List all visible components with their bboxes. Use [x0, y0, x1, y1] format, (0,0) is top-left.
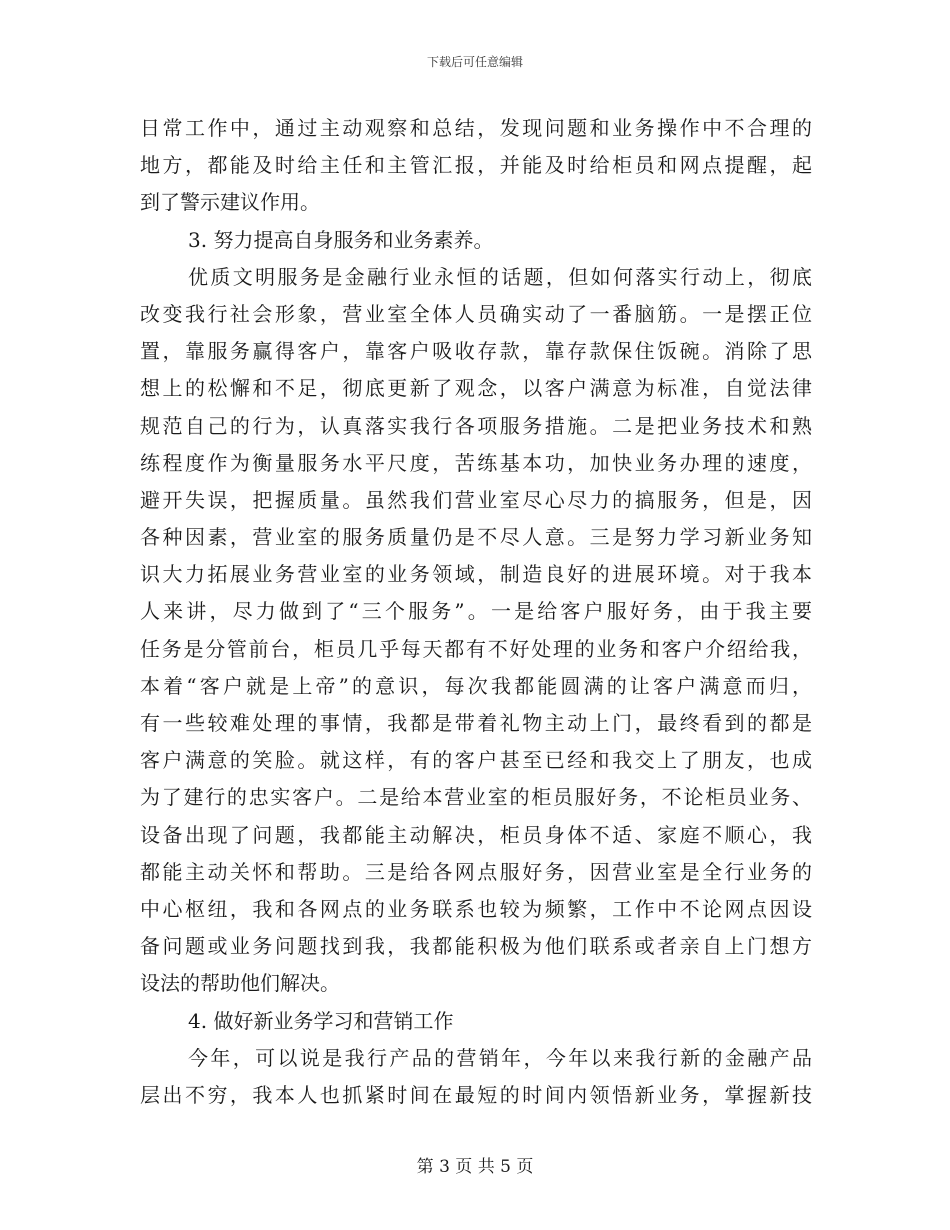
text-line: 客户满意的笑脸。就这样，有的客户甚至已经和我交上了朋友，也成 — [140, 748, 812, 773]
text-line: 想上的松懈和不足，彻底更新了观念，以客户满意为标准，自觉法律 — [140, 376, 812, 401]
page-header: 下载后可任意编辑 — [426, 55, 523, 69]
text-line: 3. 努力提高自身服务和业务素养。 — [188, 227, 494, 252]
text-line: 识大力拓展业务营业室的业务领域，制造良好的进展环境。对于我本 — [140, 562, 812, 587]
text-line: 优质文明服务是金融行业永恒的话题，但如何落实行动上，彻底 — [188, 264, 812, 289]
text-line: 设法的帮助他们解决。 — [140, 971, 340, 996]
page-footer: 第 3 页 共 5 页 — [416, 1157, 534, 1177]
document-body — [140, 110, 812, 1114]
text-line: 练程度作为衡量服务水平尺度，苦练基本功，加快业务办理的速度， — [140, 450, 812, 475]
text-line: 设备出现了问题，我都能主动解决，柜员身体不适、家庭不顺心，我 — [140, 822, 812, 847]
text-line: 有一些较难处理的事情，我都是带着礼物主动上门，最终看到的都是 — [140, 711, 812, 735]
text-line: 规范自己的行为，认真落实我行各项服务措施。二是把业务技术和熟 — [140, 413, 812, 438]
text-line: 改变我行社会形象，营业室全体人员确实动了一番脑筋。一是摆正位 — [140, 301, 812, 326]
text-line: 到了警示建议作用。 — [140, 190, 320, 215]
text-line: 中心枢纽，我和各网点的业务联系也较为频繁，工作中不论网点因设 — [140, 896, 812, 921]
text-line: 4. 做好新业务学习和营销工作 — [188, 1008, 454, 1033]
text-line: 避开失误，把握质量。虽然我们营业室尽心尽力的搞服务，但是，因 — [140, 487, 812, 512]
text-line: 人来讲，尽力做到了“三个服务”。一是给客户服好务，由于我主要 — [140, 599, 812, 624]
text-line: 置，靠服务赢得客户，靠客户吸收存款，靠存款保住饭碗。消除了思 — [140, 339, 812, 364]
text-line: 任务是分管前台，柜员几乎每天都有不好处理的业务和客户介绍给我， — [140, 636, 812, 661]
text-line: 地方，都能及时给主任和主管汇报，并能及时给柜员和网点提醒，起 — [140, 153, 812, 178]
text-line: 层出不穷，我本人也抓紧时间在最短的时间内领悟新业务，掌握新技 — [140, 1082, 812, 1107]
text-line: 今年，可以说是我行产品的营销年，今年以来我行新的金融产品 — [188, 1045, 812, 1070]
text-line: 为了建行的忠实客户。二是给本营业室的柜员服好务，不论柜员业务、 — [140, 785, 812, 810]
text-line: 都能主动关怀和帮助。三是给各网点服好务，因营业室是全行业务的 — [140, 859, 812, 884]
text-line: 日常工作中，通过主动观察和总结，发现问题和业务操作中不合理的 — [140, 116, 812, 140]
text-line: 各种因素，营业室的服务质量仍是不尽人意。三是努力学习新业务知 — [140, 525, 812, 550]
text-line: 备问题或业务问题找到我，我都能积极为他们联系或者亲自上门想方 — [140, 934, 812, 959]
text-line: 本着“客户就是上帝”的意识，每次我都能圆满的让客户满意而归， — [140, 673, 812, 698]
